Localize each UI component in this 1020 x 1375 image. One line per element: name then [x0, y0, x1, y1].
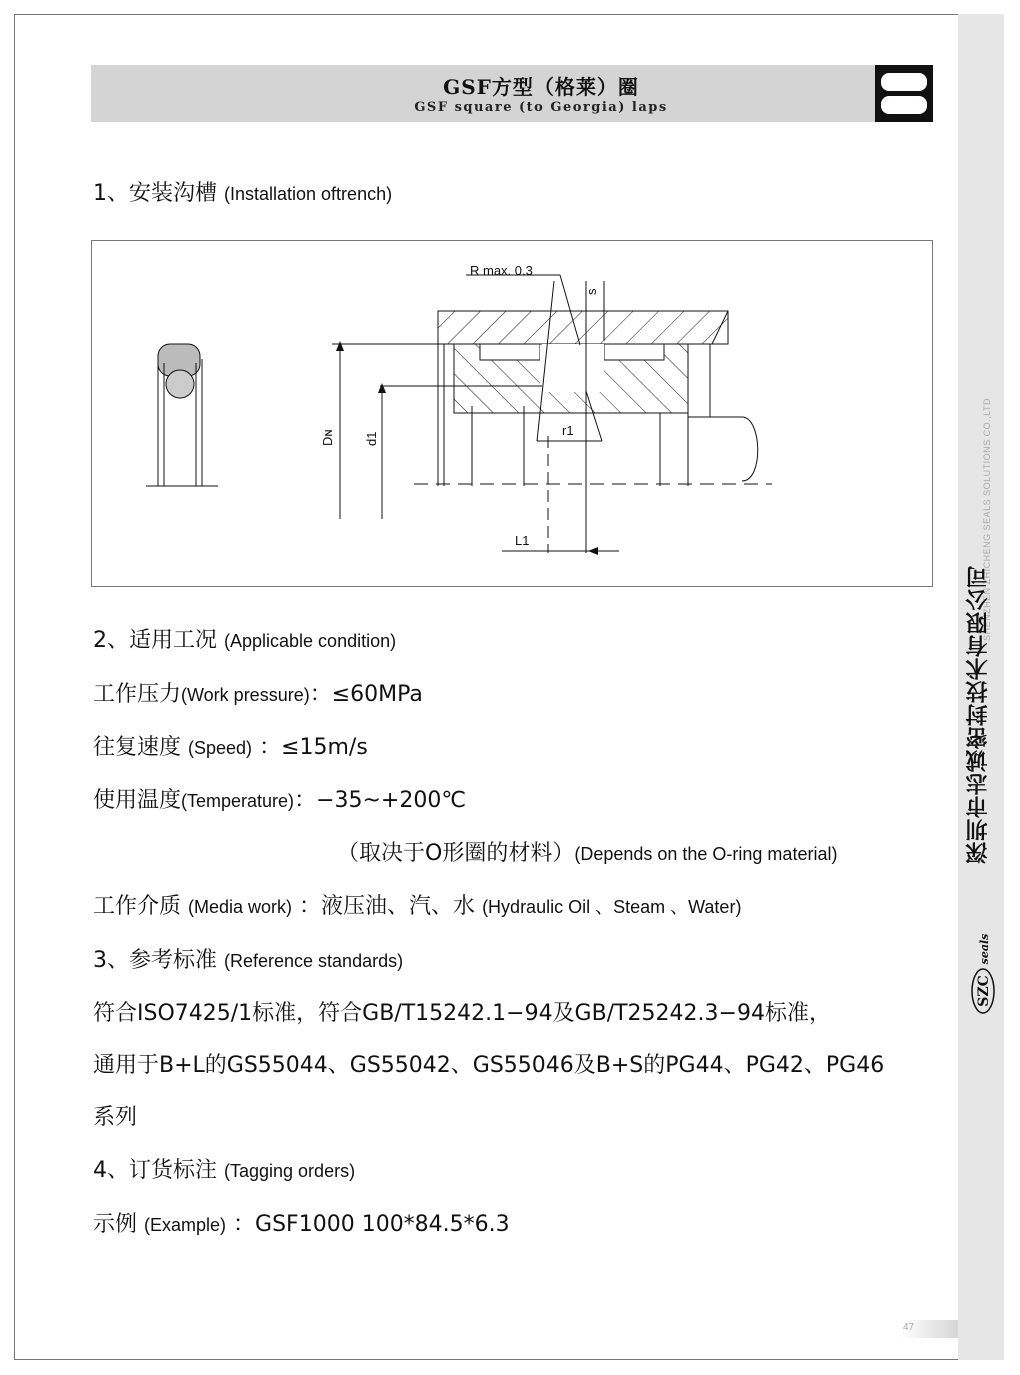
d1-label: d1 — [364, 431, 379, 446]
groove-housing — [332, 275, 772, 555]
header-band — [91, 65, 933, 122]
standard-line-2: 通用于B+L的GS55044、GS55042、GS55046及B+S的PG44、PG42、PG46 — [93, 1053, 885, 1078]
company-name-cn: 深圳市志诚密封技术有限公司 — [965, 565, 991, 864]
example-line: 示例 (Example) ：GSF1000 100*84.5*6.3 — [93, 1212, 510, 1237]
standard-line-1: 符合ISO7425/1标准，符合GB/T15242.1−94及GB/T25242.3−94标准， — [93, 1001, 831, 1026]
seal-profile-icon — [875, 65, 933, 122]
seal-section-sketch — [146, 344, 218, 486]
temperature-line: 使用温度(Temperature)：−35~+200℃ — [93, 788, 467, 813]
standard-line-3: 系列 — [93, 1105, 138, 1130]
r-max-label: R max. 0.3 — [470, 263, 533, 278]
brand-logo — [966, 928, 1000, 1018]
section-1-heading: 1、安装沟槽 (Installation oftrench) — [93, 181, 393, 206]
section-3-heading: 3、参考标准 (Reference standards) — [93, 948, 404, 973]
page-subtitle: GSF square (to Georgia) laps — [414, 100, 668, 115]
groove-diagram — [91, 240, 933, 587]
company-name-en: SHENZHEN ZHICHENG SEALS SOLUTIONS CO.,LTD — [982, 398, 992, 641]
s-label: s — [584, 288, 599, 295]
r1-label: r1 — [562, 423, 574, 438]
page-number: 47 — [903, 1322, 915, 1333]
media-line: 工作介质 (Media work) ：液压油、汽、水 (Hydraulic Oil 、Steam 、Water) — [93, 894, 742, 919]
work-pressure-line: 工作压力(Work pressure)：≤60MPa — [93, 682, 423, 707]
l1-label: L1 — [515, 533, 530, 548]
brand-suffix: seals — [978, 933, 991, 965]
dn-label: Dɴ — [320, 429, 335, 446]
page-number-tab — [900, 1320, 958, 1338]
section-4-heading: 4、订货标注 (Tagging orders) — [93, 1158, 356, 1183]
brand-text: SZC — [976, 975, 992, 1007]
material-note: （取决于O形圈的材料）(Depends on the O-ring material) — [337, 841, 838, 866]
speed-line: 往复速度 (Speed) ：≤15m/s — [93, 735, 368, 760]
section-2-heading: 2、适用工况 (Applicable condition) — [93, 628, 397, 653]
page-title: GSF方型（格莱）圈 — [443, 75, 639, 99]
